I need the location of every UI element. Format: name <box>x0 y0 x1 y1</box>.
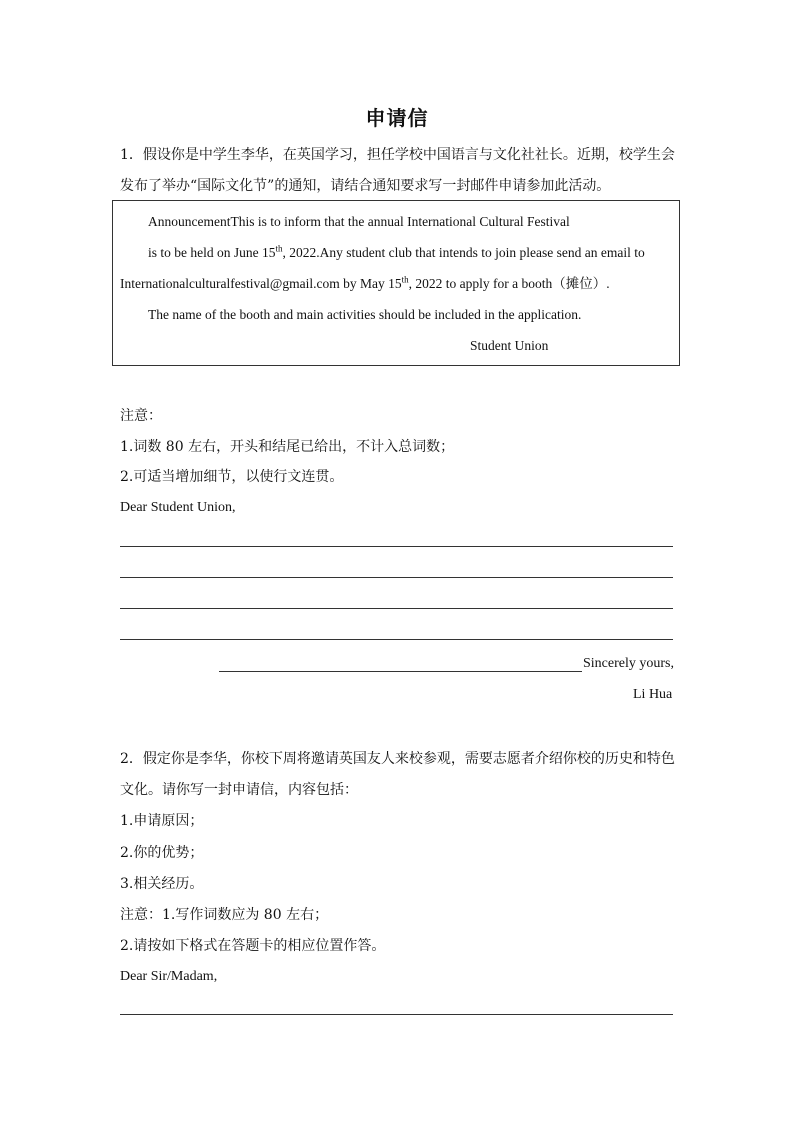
q1-note-1: 1.词数 80 左右，开头和结尾已给出，不计入总词数； <box>120 439 455 455</box>
q1-answer-line-1[interactable] <box>120 546 673 547</box>
q1-answer-line-2[interactable] <box>120 577 673 578</box>
q1-intro-line-2: 发布了举办“国际文化节”的通知，请结合通知要求写一封邮件申请参加此活动。 <box>120 178 611 194</box>
announcement-signature: Student Union <box>470 338 549 353</box>
announcement-line-2: is to be held on June 15th, 2022.Any student club that intends to join please send an email to <box>148 243 645 260</box>
page-title: 申请信 <box>365 106 429 130</box>
q1-salutation: Dear Student Union, <box>120 500 236 515</box>
announcement-line-3: Internationalculturalfestival@gmail.com by May 15th, 2022 to apply for a booth（摊位）. <box>120 274 610 291</box>
q1-answer-line-5[interactable] <box>219 671 582 672</box>
q1-intro-line-1: 1．假设你是中学生李华，在英国学习，担任学校中国语言与文化社社长。近期，校学生会 <box>120 147 675 163</box>
q2-intro-line-2: 文化。请你写一封申请信，内容包括： <box>120 782 358 798</box>
q1-closing: Sincerely yours, <box>583 656 674 671</box>
q1-name: Li Hua <box>633 687 673 702</box>
q1-answer-line-3[interactable] <box>120 608 673 609</box>
q2-salutation: Dear Sir/Madam, <box>120 969 218 984</box>
q2-item-3: 3.相关经历。 <box>120 876 204 892</box>
q2-note-2: 2.请按如下格式在答题卡的相应位置作答。 <box>120 938 386 954</box>
q2-item-2: 2.你的优势； <box>120 845 204 861</box>
q2-answer-line-1[interactable] <box>120 1014 673 1015</box>
q1-notes-heading: 注意： <box>120 408 162 424</box>
q1-answer-line-4[interactable] <box>120 639 673 640</box>
announcement-line-1: AnnouncementThis is to inform that the annual International Cultural Festival <box>148 214 570 229</box>
announcement-line-4: The name of the booth and main activities should be included in the application. <box>148 307 582 322</box>
q2-note-1: 注意：1.写作词数应为 80 左右； <box>120 907 329 923</box>
q2-intro-line-1: 2．假定你是李华，你校下周将邀请英国友人来校参观，需要志愿者介绍你校的历史和特色 <box>120 751 675 767</box>
q2-item-1: 1.申请原因； <box>120 813 204 829</box>
q1-note-2: 2.可适当增加细节，以使行文连贯。 <box>120 469 344 485</box>
